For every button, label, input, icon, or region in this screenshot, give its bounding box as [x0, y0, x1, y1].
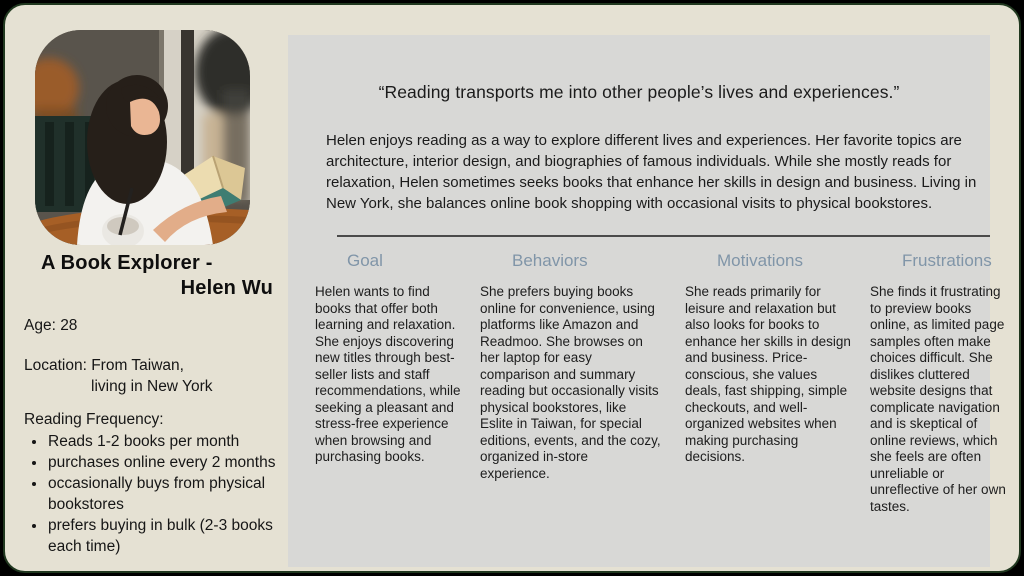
persona-name: Helen Wu	[180, 277, 273, 299]
section-motivations	[685, 251, 870, 515]
persona-photo	[35, 30, 250, 245]
section-divider	[337, 235, 990, 237]
persona-info	[24, 315, 286, 557]
persona-location-line2: living in New York	[91, 378, 213, 395]
persona-age: Age: 28	[24, 317, 78, 334]
reading-frequency-label: Reading Frequency:	[24, 411, 164, 428]
section-behaviors-heading: Behaviors	[512, 251, 588, 270]
persona-summary: Helen enjoys reading as a way to explore different lives and experiences. Her favorite topics are architecture, interior design, and biographies of famous individuals. While she mostly reads for relaxation, Helen sometimes seeks books that enhance her skills in design and business. Living in New York, she balances online book shopping with occasional visits to physical bookstores.	[326, 132, 977, 212]
persona-title	[41, 251, 273, 301]
section-frustrations	[870, 251, 1017, 515]
persona-sections	[315, 251, 1006, 515]
reading-frequency-item: • prefers buying in bulk (2-3 books each time)	[47, 515, 286, 557]
section-goal-body: Helen wants to find books that offer both learning and relaxation. She enjoys discovering new titles through best-seller lists and staff recommendations, while seeking a pleasant and stress-free experience when browsing and purchasing books.	[315, 284, 461, 464]
reading-frequency-item: • occasionally buys from physical bookstores	[47, 473, 286, 515]
section-goal-heading: Goal	[347, 251, 383, 270]
section-behaviors-body: She prefers buying books online for convenience, using platforms like Amazon and Readmoo. She browses on her laptop for easy comparison and summary reading but occasionally visits physical bookstores, like Eslite in Taiwan, for special editions, events, and the cozy, organized in-store experience.	[480, 284, 661, 481]
section-frustrations-body: She finds it frustrating to preview books online, as limited page samples often make choices difficult. She dislikes cluttered website designs that complicate navigation and is skeptical of online reviews, which she feels are often unreliable or unreflective of her own tastes.	[870, 284, 1006, 514]
section-motivations-heading: Motivations	[717, 251, 803, 270]
section-motivations-body: She reads primarily for leisure and relaxation but also looks for books to enhance her skills in design and business. Price-conscious, she values deals, fast shipping, simple checkouts, and well-organized websites when making purchasing decisions.	[685, 284, 851, 464]
persona-title-line1: A Book Explorer -	[41, 252, 213, 274]
persona-location	[24, 355, 286, 397]
persona-quote: “Reading transports me into other people’s lives and experiences.”	[378, 82, 900, 102]
persona-card	[3, 3, 1021, 573]
section-goal	[315, 251, 480, 515]
reading-frequency-item: • purchases online every 2 months	[47, 452, 286, 473]
reading-frequency-item: • Reads 1-2 books per month	[47, 431, 286, 452]
section-frustrations-heading: Frustrations	[902, 251, 992, 270]
persona-photo-illustration	[35, 30, 250, 245]
reading-frequency-list	[24, 431, 286, 557]
persona-location-line1: Location: From Taiwan,	[24, 357, 184, 374]
details-panel	[288, 35, 1006, 567]
section-behaviors	[480, 251, 685, 515]
